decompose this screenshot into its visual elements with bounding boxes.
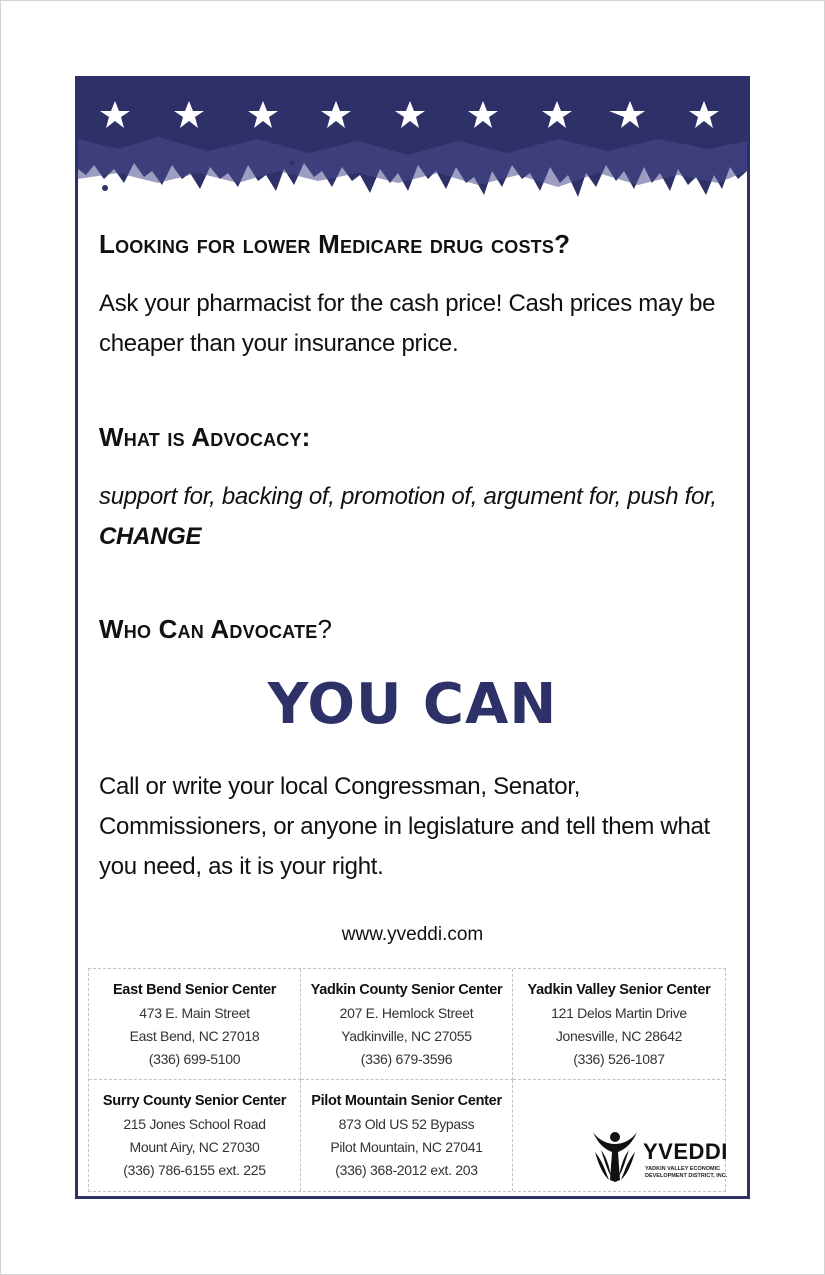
senior-center-card xyxy=(513,969,725,1080)
heading-who-text: Who Can Advocate xyxy=(99,614,318,644)
heading-advocacy-punct: : xyxy=(301,422,311,452)
center-phone: (336) 368-2012 ext. 203 xyxy=(335,1162,478,1178)
medicare-tip: Ask your pharmacist for the cash price! Cash prices may be cheaper than your insurance price. xyxy=(99,290,716,357)
center-address: 473 E. Main Street xyxy=(139,1005,250,1021)
star-banner xyxy=(78,79,747,204)
center-address: 215 Jones School Road xyxy=(123,1116,266,1132)
yveddi-logo-icon xyxy=(591,1130,639,1182)
center-phone: (336) 679-3596 xyxy=(360,1051,453,1067)
flyer xyxy=(75,76,750,1199)
heading-medicare-punct: ? xyxy=(554,229,571,259)
center-address: 873 Old US 52 Bypass xyxy=(338,1116,475,1132)
heading-who-punct: ? xyxy=(317,614,333,644)
center-phone: (336) 526-1087 xyxy=(573,1051,665,1067)
center-city: East Bend, NC 27018 xyxy=(129,1028,260,1044)
center-name: Yadkin County Senior Center xyxy=(310,982,503,998)
heading-advocacy xyxy=(99,422,311,453)
senior-center-card xyxy=(89,969,301,1080)
heading-advocacy-text: What is Advocacy xyxy=(99,422,302,452)
center-name: Pilot Mountain Senior Center xyxy=(311,1093,502,1109)
center-address: 207 E. Hemlock Street xyxy=(339,1005,474,1021)
senior-centers-grid xyxy=(88,968,726,1192)
advocacy-change-emphasis: CHANGE xyxy=(99,523,202,550)
you-can-headline: YOU CAN xyxy=(267,672,558,737)
center-name: Yadkin Valley Senior Center xyxy=(527,982,711,998)
center-name: East Bend Senior Center xyxy=(112,982,277,998)
center-city: Jonesville, NC 28642 xyxy=(555,1028,683,1044)
senior-center-card xyxy=(301,1080,513,1191)
center-address: 121 Delos Martin Drive xyxy=(551,1005,687,1021)
heading-who-can-advocate xyxy=(99,614,332,645)
advocacy-definition-text: support for, backing of, promotion of, argument for, push for, xyxy=(99,483,717,510)
ink-dot xyxy=(290,161,295,166)
call-to-action: Call or write your local Congressman, Senator, Commissioners, or anyone in legislature and tell them what you need, as it is your right. xyxy=(99,773,710,880)
center-name: Surry County Senior Center xyxy=(102,1093,287,1109)
center-phone: (336) 699-5100 xyxy=(148,1051,241,1067)
senior-center-card xyxy=(89,1080,301,1191)
senior-center-card xyxy=(301,969,513,1080)
center-city: Pilot Mountain, NC 27041 xyxy=(330,1139,483,1155)
website-link[interactable]: www.yveddi.com xyxy=(341,924,484,945)
ink-dot xyxy=(102,185,108,191)
center-phone: (336) 786-6155 ext. 225 xyxy=(123,1162,266,1178)
yveddi-logo xyxy=(513,1080,728,1191)
advocacy-definition xyxy=(99,477,729,557)
center-city: Mount Airy, NC 27030 xyxy=(129,1139,260,1155)
logo-name: YVEDDI xyxy=(643,1139,728,1164)
heading-medicare xyxy=(99,229,570,260)
logo-subtitle: YADKIN VALLEY ECONOMIC DEVELOPMENT DISTRICT, INC. xyxy=(645,1166,728,1179)
heading-medicare-text: Looking for lower Medicare drug costs xyxy=(99,229,555,259)
center-city: Yadkinville, NC 27055 xyxy=(341,1028,472,1044)
